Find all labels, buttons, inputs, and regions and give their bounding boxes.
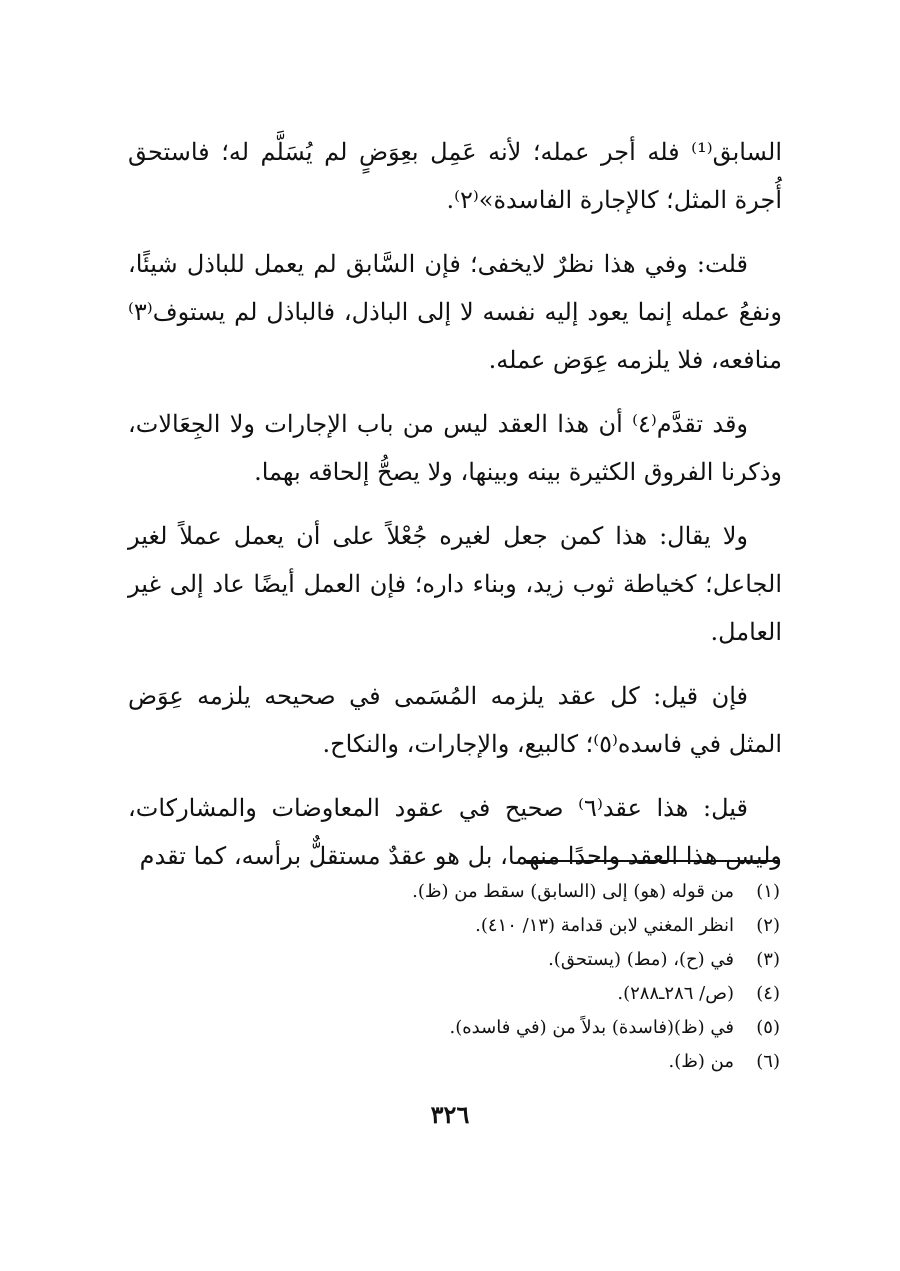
page-number: ٣٢٦ — [430, 1100, 470, 1129]
footnote-2-number: (٢) — [756, 915, 780, 936]
paragraph-1-text: السابق⁽¹⁾ فله أجر عمله؛ لأنه عَمِل بعِوَضٍ لم يُسَلَّم له؛ فاستحق أُجرة المثل؛ كالإجارة الفاسدة»⁽٢⁾. — [128, 138, 782, 214]
footnote-1 — [128, 875, 780, 909]
paragraph-5-text: فإن قيل: كل عقد يلزمه المُسَمى في صحيحه يلزمه عِوَض المثل في فاسده⁽٥⁾؛ كالبيع، والإجارات، والنكاح. — [128, 682, 782, 758]
footnote-1-text: من قوله (هو) إلى (السابق) سقط من (ظ). — [412, 881, 734, 902]
footnote-2 — [128, 909, 780, 943]
paragraph-4-text: ولا يقال: هذا كمن جعل لغيره جُعْلاً على أن يعمل عملاً لغير الجاعل؛ كخياطة ثوب زيد، وبناء داره؛ فإن العمل أيضًا عاد إلى غير العامل. — [128, 522, 782, 646]
footnote-3-number: (٣) — [756, 949, 780, 970]
paragraph-3 — [128, 400, 782, 496]
footnote-3 — [128, 943, 780, 977]
main-text — [128, 128, 782, 896]
paragraph-1 — [128, 128, 782, 224]
footnote-4-text: (ص/ ٢٨٦ـ٢٨٨). — [617, 983, 734, 1004]
footnote-2-text: انظر المغني لابن قدامة (١٣/ ٤١٠). — [475, 915, 734, 936]
paragraph-5 — [128, 672, 782, 768]
footnote-6-number: (٦) — [756, 1051, 780, 1072]
paragraph-6-text: قيل: هذا عقد⁽٦⁾ صحيح في عقود المعاوضات والمشاركات، وليس هذا العقد واحدًا منهما، بل هو عقدٌ مستقلٌّ برأسه، كما تقدم — [128, 794, 782, 870]
footnote-4 — [128, 977, 780, 1011]
footnote-6 — [128, 1045, 780, 1079]
paragraph-3-text: وقد تقدَّم⁽٤⁾ أن هذا العقد ليس من باب الإجارات ولا الجِعَالات، وذكرنا الفروق الكثيرة بينه وبينها، ولا يصحُّ إلحاقه بهما. — [128, 410, 782, 486]
paragraph-2 — [128, 240, 782, 384]
footnote-3-text: في (ح)، (مط) (يستحق). — [548, 949, 734, 970]
footnote-6-text: من (ظ). — [668, 1051, 734, 1072]
footnote-5-text: في (ظ)(فاسدة) بدلاً من (في فاسده). — [449, 1017, 734, 1038]
footnote-1-number: (١) — [756, 881, 780, 902]
footnote-divider — [524, 860, 780, 862]
paragraph-6 — [128, 784, 782, 880]
footnote-5-number: (٥) — [756, 1017, 780, 1038]
paragraph-2-text: قلت: وفي هذا نظرٌ لايخفى؛ فإن السَّابق لم يعمل للباذل شيئًا، ونفعُ عمله إنما يعود إليه نفسه لا إلى الباذل، فالباذل لم يستوف⁽٣⁾ منافعه، فلا يلزمه عِوَض عمله. — [128, 250, 782, 374]
footnote-5 — [128, 1011, 780, 1045]
footnotes — [128, 875, 780, 1079]
paragraph-4 — [128, 512, 782, 656]
footnote-4-number: (٤) — [756, 983, 780, 1004]
